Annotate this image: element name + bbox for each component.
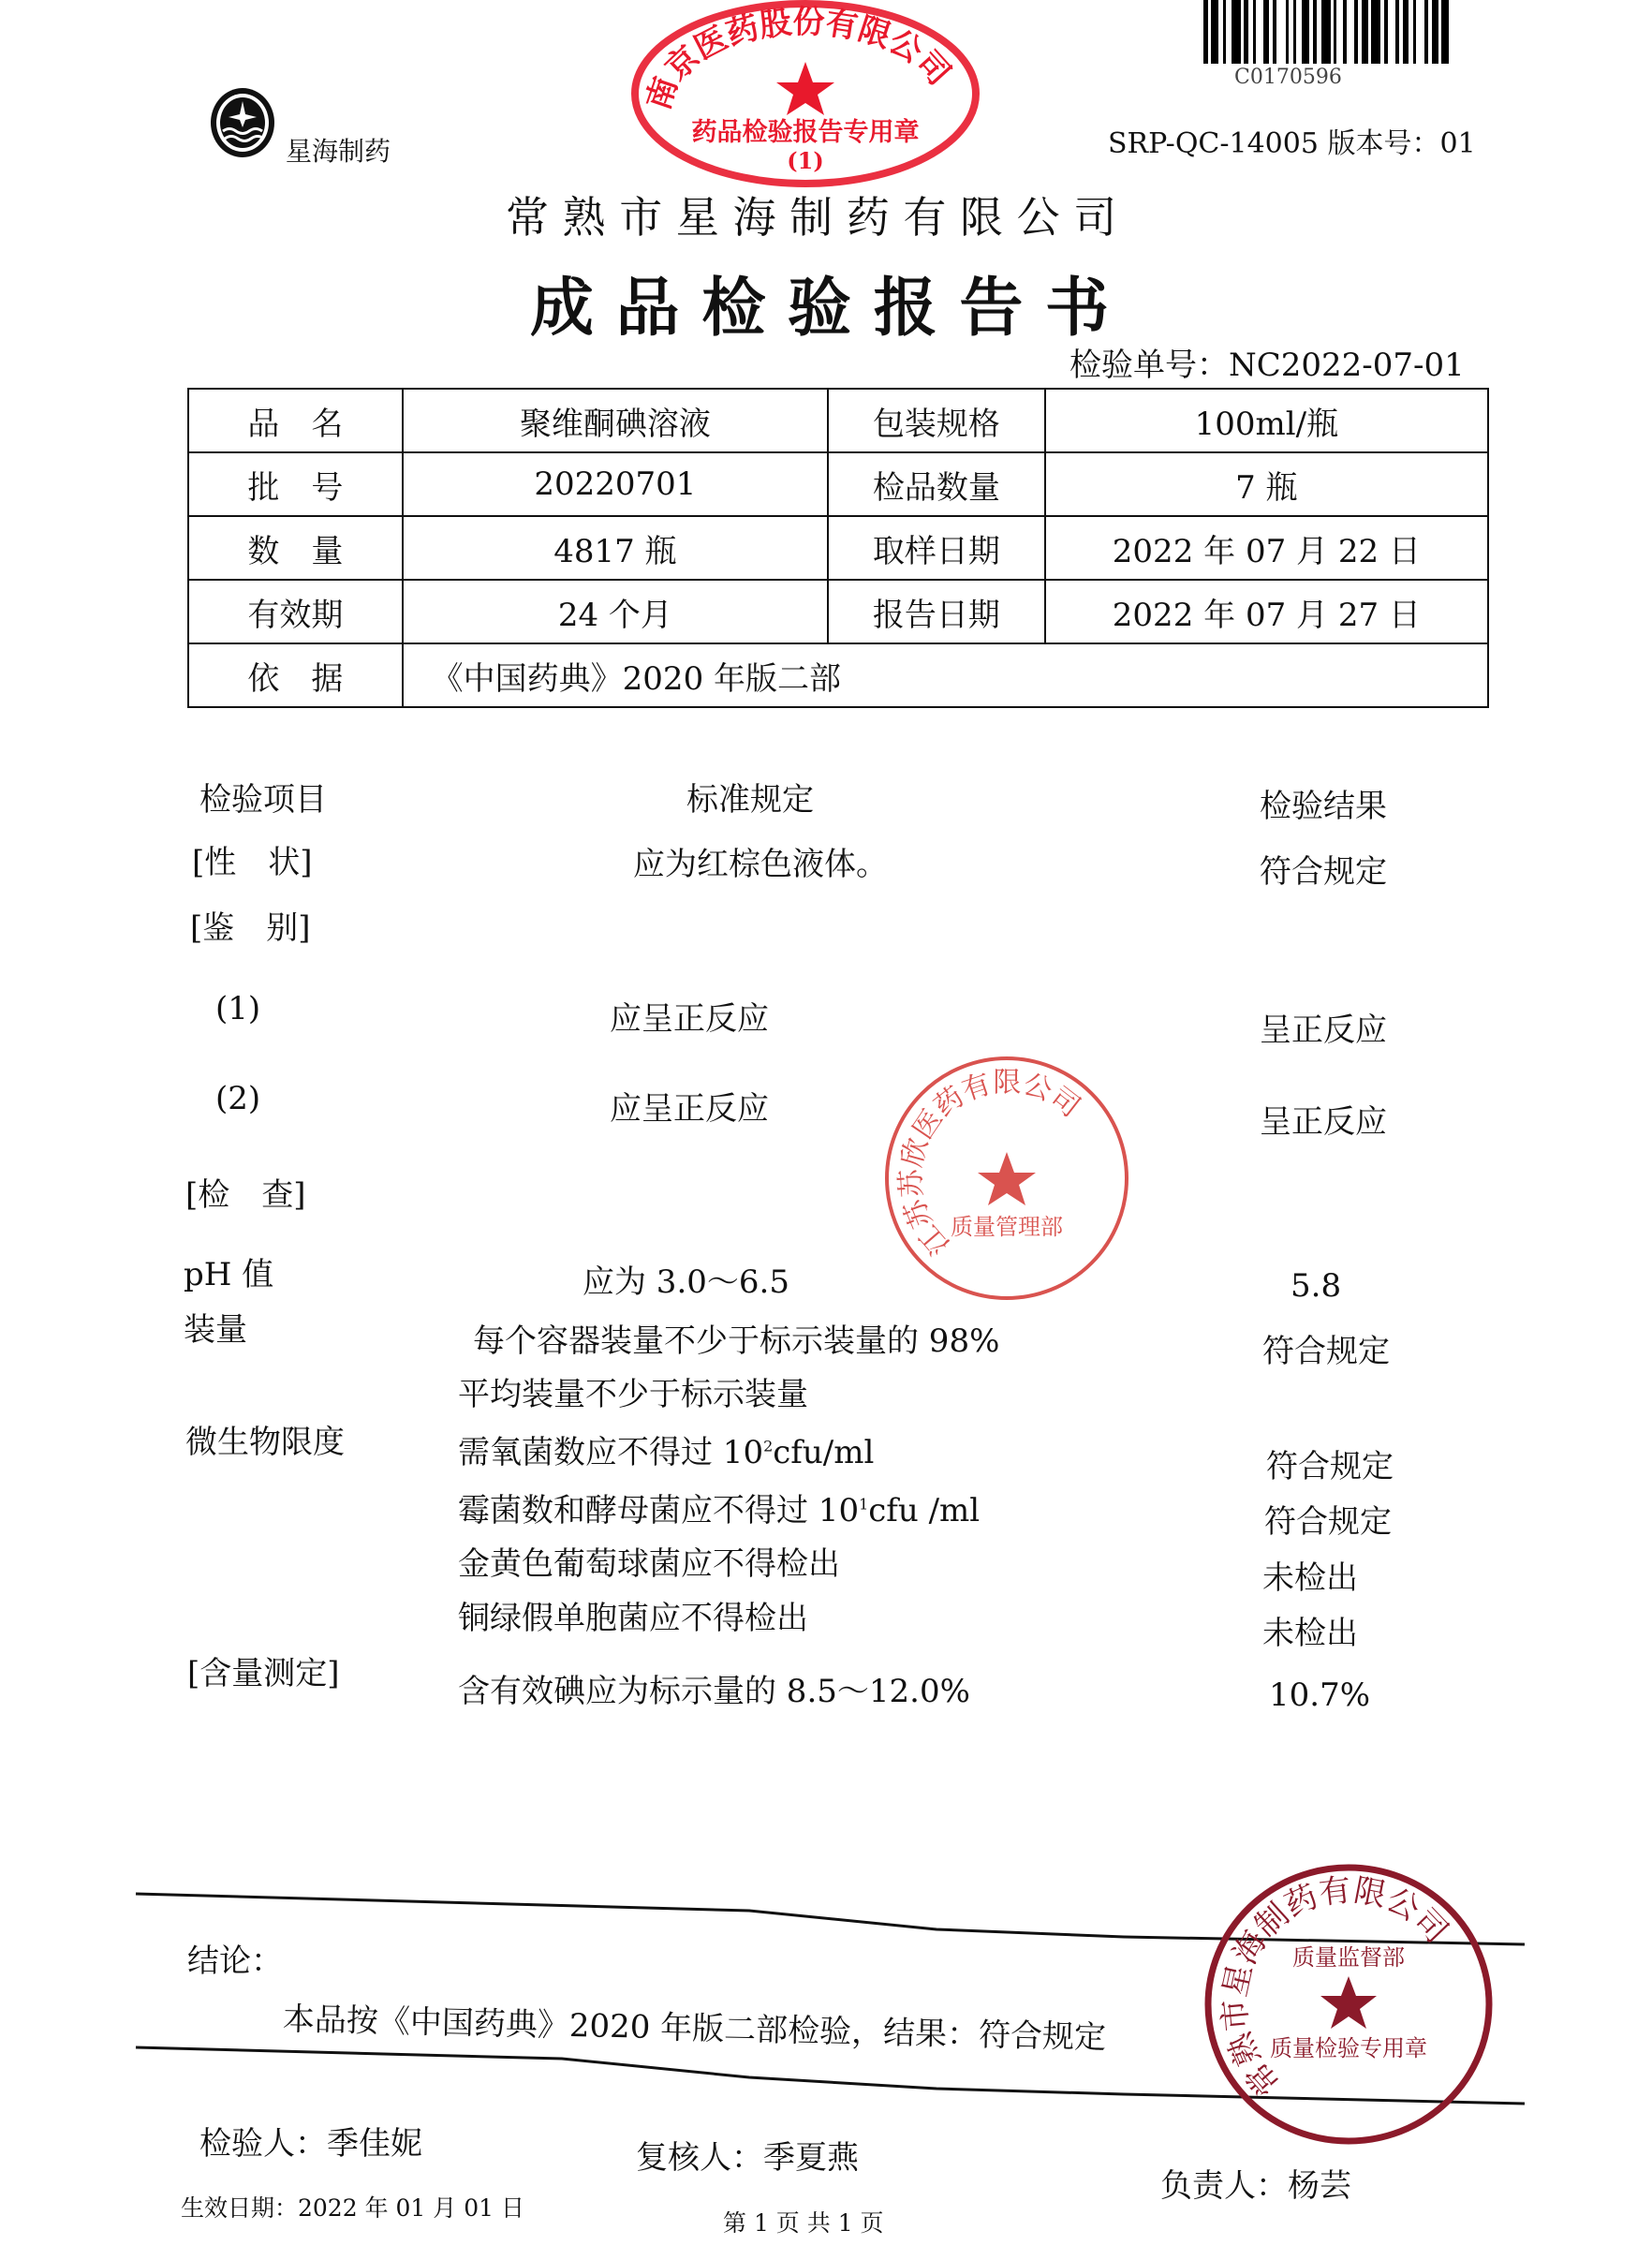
sampling-date: 2022 年 07 月 22 日 [1045, 516, 1488, 580]
item-fill: 装量 [184, 1311, 247, 1349]
report-date: 2022 年 07 月 27 日 [1045, 580, 1488, 643]
product-name: 聚维酮碘溶液 [403, 389, 828, 452]
label-sample-qty: 检品数量 [828, 452, 1045, 516]
report-number: 检验单号：NC2022-07-01 [1069, 347, 1465, 384]
sample-quantity: 7 瓶 [1045, 452, 1488, 516]
label-package: 包装规格 [828, 389, 1045, 452]
quantity: 4817 瓶 [403, 516, 828, 580]
unit: cfu /ml [868, 1492, 981, 1529]
inspector-signature: 检验人：季佳妮 [199, 2125, 422, 2163]
table-row [188, 389, 1488, 452]
company-logo-icon [206, 86, 279, 159]
stamp-top-inner-text: 药品检验报告专用章 [691, 118, 920, 147]
standard-ident-2: 应呈正反应 [610, 1090, 769, 1128]
expiry: 24 个月 [403, 580, 828, 643]
barcode-bar [1232, 0, 1241, 64]
result-p-aeruginosa: 未检出 [1262, 1615, 1358, 1652]
result-ident-2: 呈正反应 [1260, 1103, 1387, 1141]
standard-s-aureus: 金黄色葡萄球菌应不得检出 [458, 1545, 840, 1583]
standard-appearance: 应为红棕色液体。 [633, 846, 888, 883]
barcode-bar [1388, 0, 1395, 64]
divider-bottom [136, 2047, 1525, 2104]
table-row [188, 452, 1488, 516]
svg-text:南京医药股份有限公司 [640, 4, 958, 115]
barcode-bar [1211, 0, 1218, 64]
svg-text:江苏苏欣医药有限公司 [894, 1066, 1085, 1261]
barcode [1203, 0, 1569, 64]
standard-assay: 含有效碘应为标示量的 8.5～12.0% [458, 1673, 970, 1710]
basis: 《中国药典》2020 年版二部 [403, 643, 1488, 707]
standard-ph: 应为 3.0～6.5 [583, 1263, 789, 1301]
manager-signature: 负责人：杨芸 [1160, 2167, 1351, 2205]
page-number: 第 1 页 共 1 页 [723, 2209, 884, 2237]
exponent: 2 [763, 1437, 774, 1455]
item-ident-2: (2) [215, 1080, 261, 1117]
stamp-bottom [1208, 1868, 1489, 2141]
conclusion-text: 本品按《中国药典》2020 年版二部检验，结果：符合规定 [282, 2001, 1107, 2057]
table-row [188, 643, 1488, 707]
item-inspection: [检 查] [185, 1176, 306, 1214]
item-microbial: 微生物限度 [185, 1424, 345, 1461]
standard-text: 霉菌数和酵母菌应不得过 10 [458, 1492, 860, 1529]
svg-text:常熟市星海制药有限公司 [1216, 1871, 1455, 2103]
standard-p-aeruginosa: 铜绿假单胞菌应不得检出 [458, 1600, 808, 1637]
star-icon [776, 62, 834, 115]
item-ident-1: (1) [215, 990, 261, 1027]
table-row [188, 580, 1488, 643]
label-report-date: 报告日期 [828, 580, 1045, 643]
col-standard-header: 标准规定 [686, 781, 814, 819]
stamp-middle [887, 1058, 1127, 1298]
item-assay: [含量测定] [187, 1655, 340, 1692]
label-expiry: 有效期 [188, 580, 403, 643]
result-fill: 符合规定 [1262, 1333, 1390, 1370]
standard-fill-average: 平均装量不少于标示装量 [458, 1376, 808, 1413]
barcode-bar [1256, 0, 1263, 64]
reviewer-signature: 复核人：季夏燕 [636, 2139, 859, 2177]
page-title: 成 品 检 验 报 告 书 [530, 271, 1110, 346]
label-basis: 依 据 [188, 643, 403, 707]
result-appearance: 符合规定 [1260, 853, 1387, 891]
company-name: 常 熟 市 星 海 制 药 有 限 公 司 [506, 192, 1117, 243]
stamp-middle-ring-text: 江苏苏欣医药有限公司 [894, 1066, 1086, 1262]
result-assay: 10.7% [1269, 1677, 1371, 1714]
barcode-bar [1441, 0, 1449, 64]
stamp-top [635, 4, 976, 184]
logo-text: 星海制药 [286, 136, 391, 167]
result-ident-1: 呈正反应 [1260, 1012, 1387, 1049]
document-code: SRP-QC-14005 版本号：01 [1108, 127, 1476, 160]
standard-text: 需氧菌数应不得过 10 [458, 1434, 764, 1471]
label-product-name: 品 名 [188, 389, 403, 452]
barcode-bar [1416, 0, 1425, 64]
stamp-bottom-ring-text: 常熟市星海制药有限公司 [1216, 1870, 1455, 2104]
star-icon [1320, 1976, 1377, 2029]
barcode-bar [1321, 0, 1331, 64]
stamp-middle-inner-text: 质量管理部 [951, 1214, 1063, 1240]
batch-number: 20220701 [403, 452, 828, 516]
exponent: 1 [859, 1495, 869, 1514]
barcode-bar [1302, 0, 1309, 64]
item-identification: [鉴 别] [190, 909, 311, 947]
item-appearance: [性 状] [192, 844, 313, 881]
stamp-bottom-inner-text-2: 质量监督部 [1292, 1944, 1405, 1971]
info-table [187, 388, 1489, 708]
barcode-bar [1347, 0, 1354, 64]
stamp-top-ring-text: 南京医药股份有限公司 [639, 3, 958, 115]
standard-mold-yeast [458, 1485, 980, 1530]
item-ph: pH 值 [184, 1256, 274, 1293]
table-row [188, 516, 1488, 580]
stamp-bottom-inner-text: 质量检验专用章 [1270, 2035, 1427, 2061]
effective-date: 生效日期：2022 年 01 月 01 日 [181, 2194, 524, 2222]
result-ph: 5.8 [1291, 1267, 1342, 1305]
col-item-header: 检验项目 [199, 781, 327, 819]
barcode-bar [1276, 0, 1286, 64]
divider-top [136, 1894, 1525, 1944]
package-spec: 100ml/瓶 [1045, 389, 1488, 452]
stamp-top-number: (1) [787, 147, 824, 174]
barcode-bar [1371, 0, 1380, 64]
standard-fill: 每个容器装量不少于标示装量的 98% [473, 1322, 1000, 1360]
barcode-bar [1449, 0, 1453, 64]
standard-ident-1: 应呈正反应 [610, 1000, 769, 1038]
conclusion-label: 结论： [187, 1942, 283, 1980]
barcode-number: C0170596 [1234, 66, 1342, 89]
star-icon [978, 1152, 1036, 1205]
unit: cfu/ml [773, 1434, 875, 1471]
result-aerobic: 符合规定 [1266, 1448, 1394, 1485]
standard-aerobic [458, 1426, 874, 1472]
result-s-aureus: 未检出 [1262, 1559, 1358, 1597]
label-sampling-date: 取样日期 [828, 516, 1045, 580]
label-quantity: 数 量 [188, 516, 403, 580]
col-result-header: 检验结果 [1260, 788, 1387, 825]
result-mold-yeast: 符合规定 [1264, 1503, 1392, 1541]
label-batch: 批 号 [188, 452, 403, 516]
